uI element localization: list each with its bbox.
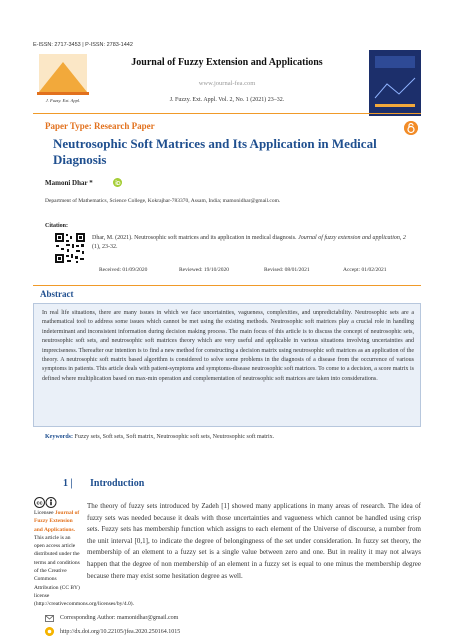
paper-type: Paper Type: Research Paper: [45, 121, 155, 131]
date-reviewed: Reviewed: 19/10/2020: [179, 267, 229, 273]
open-access-icon: [404, 121, 418, 135]
logo-caption: J. Fuzzy. Ext. Appl.: [45, 98, 81, 103]
journal-logo: [33, 52, 93, 104]
paper-title: Neutrosophic Soft Matrices and Its Application in Medical Diagnosis: [53, 136, 377, 167]
section-number: 1 |: [63, 478, 73, 489]
issn-line: E-ISSN: 2717-3453 | P-ISSN: 2783-1442: [33, 42, 133, 48]
journal-title: Journal of Fuzzy Extension and Applications: [131, 57, 323, 68]
citation-label: Citation:: [45, 223, 68, 229]
introduction-text: The theory of fuzzy sets introduced by Zadeh [1] showed many applications in many areas of research. The idea of fuzzy sets was needed because it deals with those uncertainties and vagueness which cannot be handled using crisp sets. Fuzzy sets has membership function which assigns to each element of the Universe of discourse, a number from the unit interval [0,1], to indicate the degree of belongingness of the set under consideration. In fuzzy set theory, the membership of an element to a fuzzy set is a single value between zero and one. But in reality it may not always happen that the degree of non membership of an element in a fuzzy set is equal to one minus the membership degree because there may exist some hesitation degree as well.: [87, 502, 421, 580]
abstract-heading: Abstract: [40, 289, 74, 299]
license-note: Licensee Journal of Fuzzy Extension and Applications. This article is an open access article distributed under the terms and conditions of the Creative Commons Attribution (CC BY) license (http://creativecommons.org/licenses/by/4.0).: [34, 510, 134, 608]
abstract-rule: [33, 285, 421, 286]
svg-text:cc: cc: [36, 500, 43, 507]
journal-url[interactable]: www.journal-fea.com: [198, 80, 256, 87]
doi-icon: [45, 627, 54, 636]
section-title: Introduction: [90, 478, 145, 489]
qr-code-icon: [54, 232, 86, 264]
email-icon: [45, 615, 54, 622]
date-revised: Revised: 08/01/2021: [264, 267, 310, 273]
keywords-label: Keywords:: [45, 434, 73, 440]
author-name: Mamoni Dhar *: [45, 179, 93, 187]
journal-cover-thumbnail: [369, 50, 421, 116]
keywords-text: Fuzzy sets, Soft sets, Soft matrix, Neutrosophic soft sets, Neutrosophic soft matrix.: [73, 434, 275, 440]
date-received: Received: 01/09/2020: [99, 267, 148, 273]
date-accepted: Accept: 01/02/2021: [343, 267, 387, 273]
doi-link[interactable]: http://dx.doi.org/10.22105/jfea.2020.250164.1015: [60, 629, 181, 635]
citation-text: Dhar, M. (2021). Neutrosophic soft matrices and its application in medical diagnosis. Journal of fuzzy extension and application, 2 (1), 23-32.: [92, 235, 406, 250]
keywords: [45, 434, 415, 440]
journal-reference: J. Fuzzy. Ext. Appl. Vol. 2, No. 1 (2021) 23–32.: [169, 97, 285, 103]
creative-commons-icon[interactable]: [34, 497, 68, 508]
header-rule: [33, 113, 421, 114]
orcid-icon[interactable]: [113, 178, 122, 187]
corresponding-author: Corresponding Author: mamonidhar@gmail.com: [60, 615, 179, 621]
author-affiliation: Department of Mathematics, Science College, Kokrajhar-783370, Assam, India; mamonidhar@gmail.com.: [45, 198, 281, 204]
abstract-text: In real life situations, there are many issues in which we face uncertainties, vagueness, complexities, and unpredictability. Neutrosophic sets are a mathematical tool to address some issues which cannot be met using the existing methods. Neutrosophic soft matrices play a crucial role in handling indeterminant and inconsistent information during decision making process. The main focus of this article is to discuss the concept of neutrosophic sets, neutrosophic soft sets, and neutrosophic soft matrices theory which are very useful and applicable in various situations involving uncertainties and impreciseness. Thereafter our intention is to find a new method for constructing a decision matrix using neutrosophic soft matrices as an application of the theory. A neutrosophic soft matrix based algorithm is considered to solve some problems in the diagnosis of a disease from the occurrence of various symptoms in patients. This article deals with patient-symptoms and symptoms-disease neutrosophic soft matrices. To come to a decision, a score matrix is defined where multiplication based on max-min operation and complementation of neutrosophic soft matrices are taken into considerations.: [42, 310, 414, 382]
